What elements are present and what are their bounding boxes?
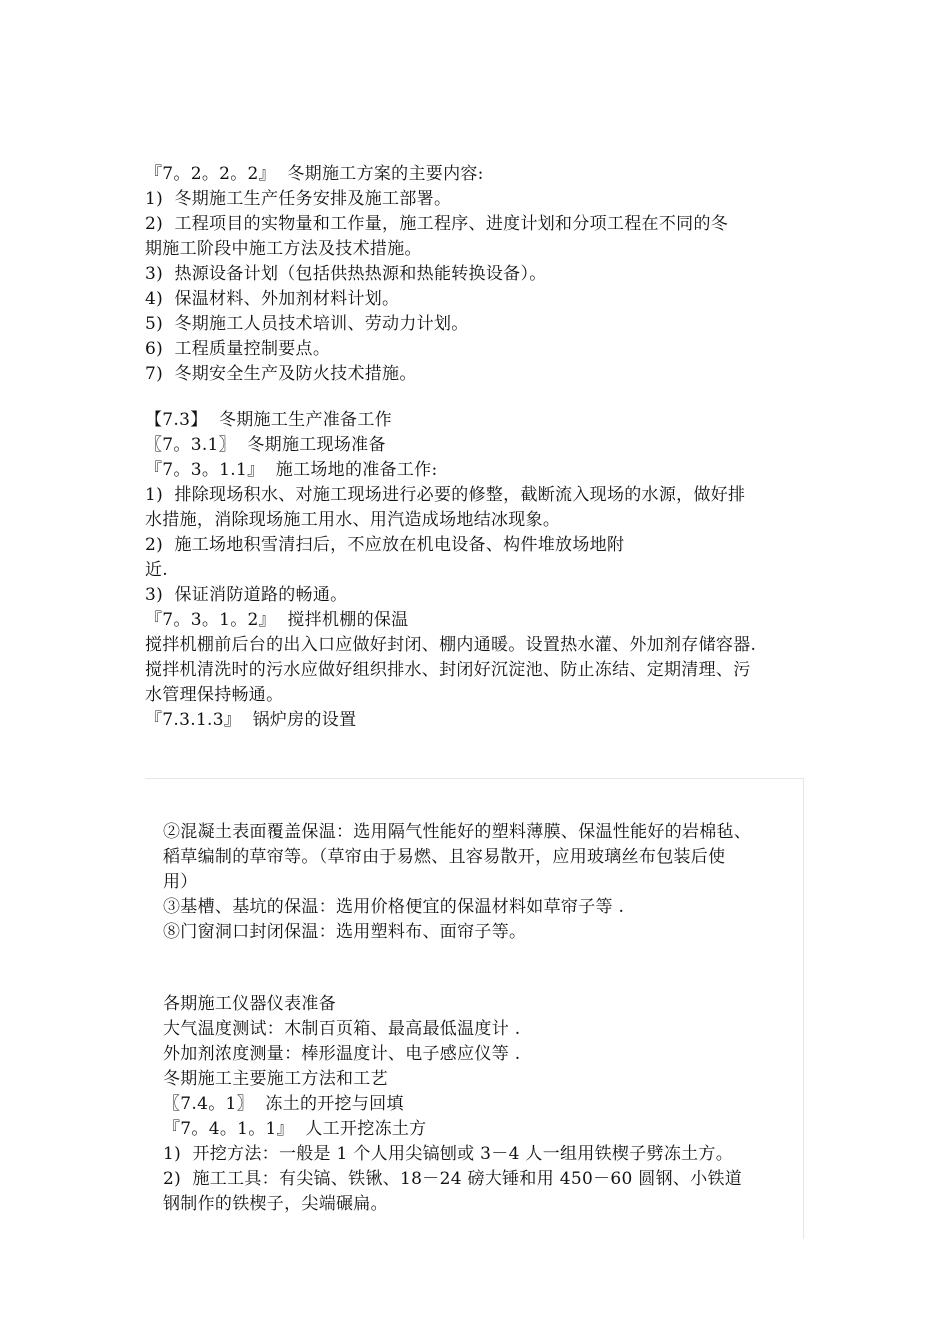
heading-7-3-1-2: 『7。3。1。2』 搅拌机棚的保温 (145, 610, 409, 630)
heading-7-4-1: 〖7.4。1〗 冻土的开挖与回填 (163, 1094, 404, 1114)
list-item: 3) 保证消防道路的畅通。 (145, 585, 348, 605)
heading-7-3-1-1: 『7。3。1.1』 施工场地的准备工作: (145, 460, 438, 480)
list-item: 1) 开挖方法：一般是 1 个人用尖镐刨或 3－4 人一组用铁楔子劈冻土方。 (163, 1144, 734, 1164)
heading-methods: 冬期施工主要施工方法和工艺 (163, 1069, 388, 1089)
list-item: 5) 冬期施工人员技术培训、劳动力计划。 (145, 314, 469, 334)
heading-7-4-1-1: 『7。4。1。1』 人工开挖冻土方 (163, 1119, 427, 1139)
list-item: 2) 工程项目的实物量和工作量，施工程序、进度计划和分项工程在不同的冬 (145, 214, 729, 234)
list-item: 4) 保温材料、外加剂材料计划。 (145, 289, 400, 309)
paragraph: 外加剂浓度测量：棒形温度计、电子感应仪等 . (163, 1044, 521, 1064)
paragraph: 水管理保持畅通。 (145, 685, 284, 705)
heading-7-3: 【7.3】 冬期施工生产准备工作 (145, 410, 392, 430)
list-item: 7) 冬期安全生产及防火技术措施。 (145, 364, 417, 384)
paragraph: ②混凝土表面覆盖保温：选用隔气性能好的塑料薄膜、保温性能好的岩棉毡、 (163, 822, 752, 842)
paragraph: ⑧门窗洞口封闭保温：选用塑料布、面帘子等。 (163, 922, 527, 942)
heading-instruments: 各期施工仪器仪表准备 (163, 994, 336, 1014)
heading-7-2-2-2: 『7。2。2。2』 冬期施工方案的主要内容: (145, 164, 484, 184)
list-item-continuation: 水措施，消除现场施工用水、用汽造成场地结冰现象。 (145, 510, 561, 530)
section-insulation-and-methods (145, 778, 804, 1239)
list-item: 1) 冬期施工生产任务安排及施工部署。 (145, 189, 452, 209)
paragraph: 搅拌机棚前后台的出入口应做好封闭、棚内通暖。设置热水灌、外加剂存储容器. (145, 635, 757, 655)
list-item-continuation: 期施工阶段中施工方法及技术措施。 (145, 239, 422, 259)
list-item-continuation: 近. (145, 560, 169, 580)
heading-7-3-1: 〖7。3.1〗 冬期施工现场准备 (145, 435, 386, 455)
paragraph: 稻草编制的草帘等。（草帘由于易燃、且容易散开，应用玻璃丝布包装后使 (163, 847, 726, 867)
paragraph: 大气温度测试：木制百页箱、最高最低温度计 . (163, 1019, 521, 1039)
paragraph: 搅拌机清洗时的污水应做好组织排水、封闭好沉淀池、防止冻结、定期清理、污 (145, 660, 751, 680)
list-item: 6) 工程质量控制要点。 (145, 339, 331, 359)
paragraph: ③基槽、基坑的保温：选用价格便宜的保温材料如草帘子等 . (163, 897, 625, 917)
list-item: 2) 施工工具：有尖镐、铁锹、18－24 磅大锤和用 450－60 圆钢、小铁道 (163, 1169, 743, 1189)
list-item: 2) 施工场地积雪清扫后，不应放在机电设备、构件堆放场地附 (145, 535, 625, 555)
list-item: 1) 排除现场积水、对施工现场进行必要的修整，截断流入现场的水源，做好排 (145, 485, 746, 505)
heading-7-3-1-3: 『7.3.1.3』 锅炉房的设置 (145, 710, 357, 730)
paragraph: 用） (163, 872, 198, 892)
list-item-continuation: 钢制作的铁楔子，尖端碾扁。 (163, 1194, 388, 1214)
list-item: 3) 热源设备计划（包括供热热源和热能转换设备）。 (145, 264, 547, 284)
